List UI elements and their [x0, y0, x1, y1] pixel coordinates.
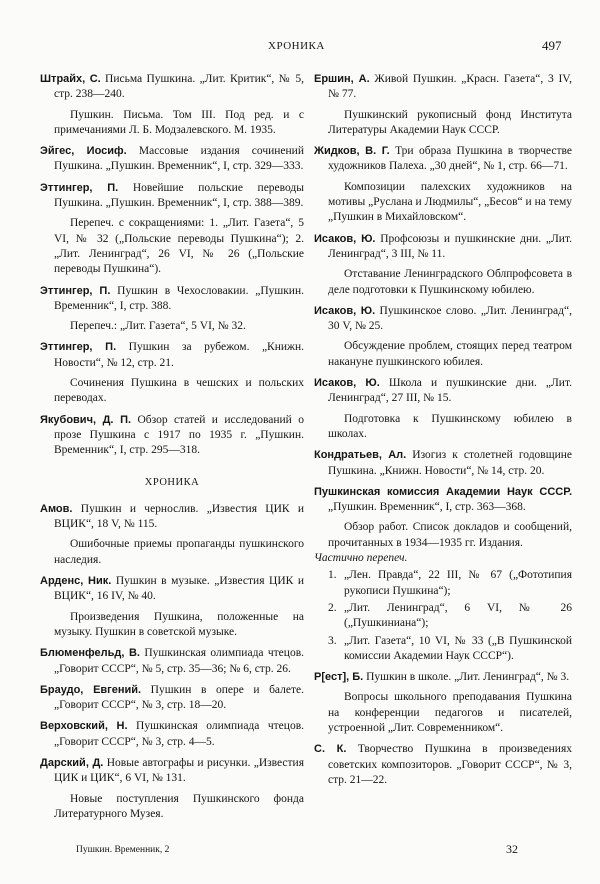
entry-text: Пушкинская олимпиада чтецов. „Говорит СССР“, № 5, стр. 35—36; № 6, стр. 26.	[54, 647, 305, 675]
partial-reprint-label: Частично перепеч.	[314, 552, 408, 565]
entry-text: Пушкин и чернослив. „Известия ЦИК и ВЦИК“, 18 V, № 115.	[54, 502, 304, 531]
entry-note: Произведения Пушкина, положенные на музыку. Пушкин в советской музыке.	[54, 610, 304, 638]
entry-note: Перепеч. с сокращениями: 1. „Лит. Газета“, 5 VI, № 32 („Польские переводы Пушкина“); 2. „Лит. Ленинград“, 26 VI, № 26 („Польские переводы Пушкина“).	[54, 217, 304, 276]
entry-text: Школа и пушкинские дни. „Лит. Ленинград“, 27 III, № 15.	[328, 377, 572, 405]
page-number: 497	[542, 38, 562, 53]
entry-text: Живой Пушкин. „Красн. Газета“, 3 IV, № 77.	[328, 73, 572, 101]
entry-author: Амов.	[40, 502, 73, 515]
chronicle-entry	[314, 72, 572, 138]
chronicle-entry	[314, 232, 572, 298]
entry-author: Жидков, В. Г.	[314, 145, 390, 158]
reprint-item	[314, 601, 572, 632]
entry-text: Обзор статей и исследований о прозе Пушкина с 1917 по 1935 г. „Пушкин. Временник“, I, стр. 295—318.	[54, 413, 304, 457]
reprint-number: 3.	[328, 634, 337, 647]
running-head: ХРОНИКА	[268, 40, 325, 52]
chronicle-entry	[40, 683, 304, 714]
entry-author: Арденс, Ник.	[40, 575, 112, 588]
entry-author: Исаков, Ю.	[314, 304, 376, 317]
chronicle-entry	[40, 756, 304, 822]
chronicle-entry	[40, 719, 304, 750]
page-footer	[0, 842, 600, 862]
chronicle-entry	[314, 144, 572, 225]
entry-text: Массовые издания сочинений Пушкина. „Пушкин. Временник“, I, стр. 329—333.	[54, 145, 304, 173]
reprint-text: „Лен. Правда“, 22 III, № 67 („Фототипия рукописи Пушкина“);	[344, 569, 572, 597]
entry-text: „Пушкин. Временник“, I, стр. 363—368.	[328, 501, 526, 514]
entry-note: Обсуждение проблем, стоящих перед театром накануне пушкинского юбилея.	[328, 340, 572, 368]
entry-note: Пушкин. Письма. Том III. Под ред. и с примечаниями Л. Б. Модзалевского. М. 1935.	[54, 108, 304, 136]
entry-text: Пушкин в опере и балете. „Говорит СССР“, № 3, стр. 18—20.	[54, 683, 304, 712]
entry-author: Якубович, Д. П.	[40, 413, 132, 426]
entry-text: Три образа Пушкина в творчестве художников Палеха. „30 дней“, № 1, стр. 66—71.	[328, 145, 572, 173]
reprint-text: „Лит. Газета“, 10 VI, № 33 („В Пушкинской комиссии Академии Наук СССР“).	[344, 634, 572, 662]
entry-note: Вопросы школьного преподавания Пушкина на конференции педагогов и писателей, устроенной „Лит. Современником“.	[328, 691, 572, 734]
entry-text: Новые автографы и рисунки. „Известия ЦИК и ЦИК“, 6 VI, № 131.	[54, 756, 305, 785]
entry-note: Композиции палехских художников на мотивы „Руслана и Людмилы“, „Бесов“ и на тему „Пушкин в Михайловском“.	[328, 180, 572, 224]
bibliography-entry	[40, 144, 304, 175]
entry-author: Кондратьев, Ал.	[314, 449, 407, 462]
entry-text: Пушкин в школе. „Лит. Ленинград“, № 3.	[363, 671, 570, 684]
entry-note: Ошибочные приемы пропаганды пушкинского наследия.	[54, 538, 304, 566]
entry-author: Эттингер, П.	[40, 284, 111, 297]
entry-author: Дарский, Д.	[40, 756, 104, 769]
entry-text: Изогиз к столетней годовщине Пушкина. „Книжн. Новости“, № 14, стр. 20.	[328, 449, 572, 477]
entry-text: Пушкинская олимпиада чтецов. „Говорит СССР“, № 3, стр. 4—5.	[54, 720, 304, 748]
bibliography-entry	[40, 284, 304, 335]
entry-note: Обзор работ. Список докладов и сообщений, прочитанных в 1934—1935 гг. Издания.	[328, 521, 572, 549]
entry-author: Эттингер, П.	[40, 181, 119, 194]
chronicle-entry	[314, 448, 572, 479]
chronicle-entry	[314, 376, 572, 442]
footer-signature: Пушкин. Временник, 2	[76, 845, 170, 855]
reprint-number: 2.	[328, 601, 337, 614]
entry-text: Письма Пушкина. „Лит. Критик“, № 5, стр. 238—240.	[54, 73, 304, 101]
entry-author: Эттингер, П.	[40, 341, 117, 354]
entry-text: Профсоюзы и пушкинские дни. „Лит. Ленинград“, 3 III, № 11.	[328, 232, 572, 260]
reprint-text: „Лит. Ленинград“, 6 VI, № 26 („Пушкиниана“);	[344, 601, 572, 630]
chronicle-entry	[40, 646, 304, 677]
bibliography-entry	[40, 340, 304, 406]
entry-author: Ершин, А.	[314, 73, 370, 85]
bibliography-entry	[40, 181, 304, 278]
entry-note: Перепеч.: „Лит. Газета“, 5 VI, № 32.	[70, 320, 246, 333]
entry-author: Р[ест], Б.	[314, 671, 364, 684]
bibliography-entry	[40, 72, 304, 138]
chronicle-entry	[40, 574, 304, 640]
entry-note: Подготовка к Пушкинскому юбилею в школах.	[328, 412, 572, 440]
reprint-item	[314, 568, 572, 599]
entry-text: Новейшие польские переводы Пушкина. „Пушкин. Временник“, I, стр. 388—389.	[54, 181, 304, 210]
entry-author: Исаков, Ю.	[314, 377, 380, 390]
reprint-number: 1.	[328, 569, 337, 582]
entry-note: Отставание Ленинградского Облпрофсовета в деле подготовки к Пушкинскому юбилею.	[328, 268, 572, 296]
reprint-list	[314, 568, 572, 664]
page-header	[0, 40, 600, 56]
sheet-number: 32	[506, 842, 518, 856]
chronicle-entry	[314, 742, 572, 788]
bibliography-entry	[40, 413, 304, 459]
entry-author: Блюменфельд, В.	[40, 647, 140, 660]
section-title: ХРОНИКА	[144, 476, 200, 488]
commission-entry	[314, 485, 572, 664]
entry-note: Пушкинский рукописный фонд Института Литературы Академии Наук СССР.	[328, 108, 572, 136]
entry-author: С. К.	[314, 743, 347, 756]
entry-text: Пушкин в Чехословакии. „Пушкин. Временник“, I, стр. 388.	[54, 284, 304, 312]
entry-text: Пушкин за рубежом. „Книжн. Новости“, № 12, стр. 21.	[54, 341, 305, 369]
entry-author: Исаков, Ю.	[314, 232, 376, 245]
left-column	[40, 72, 304, 828]
right-column	[314, 72, 572, 794]
chronicle-entry	[314, 670, 572, 736]
entry-text: Пушкин в музыке. „Известия ЦИК и ВЦИК“, 16 IV, № 40.	[54, 575, 304, 603]
entry-author: Браудо, Евгений.	[40, 683, 142, 696]
chronicle-entry	[40, 502, 304, 568]
entry-author: Пушкинская комиссия Академии Наук СССР.	[314, 485, 572, 498]
entry-author: Верховский, Н.	[40, 720, 128, 733]
entry-author: Штрайх, С.	[40, 73, 101, 85]
entry-author: Эйгес, Иосиф.	[40, 145, 127, 158]
chronicle-entry	[314, 304, 572, 370]
entry-note: Сочинения Пушкина в чешских и польских переводах.	[54, 377, 304, 405]
entry-note: Новые поступления Пушкинского фонда Литературного Музея.	[54, 792, 304, 820]
reprint-item	[314, 634, 572, 665]
entry-text: Творчество Пушкина в произведениях советских композиторов. „Говорит СССР“, № 3, стр. 21—22.	[328, 743, 573, 786]
entry-text: Пушкинское слово. „Лит. Ленинград“, 30 V, № 25.	[328, 304, 572, 333]
